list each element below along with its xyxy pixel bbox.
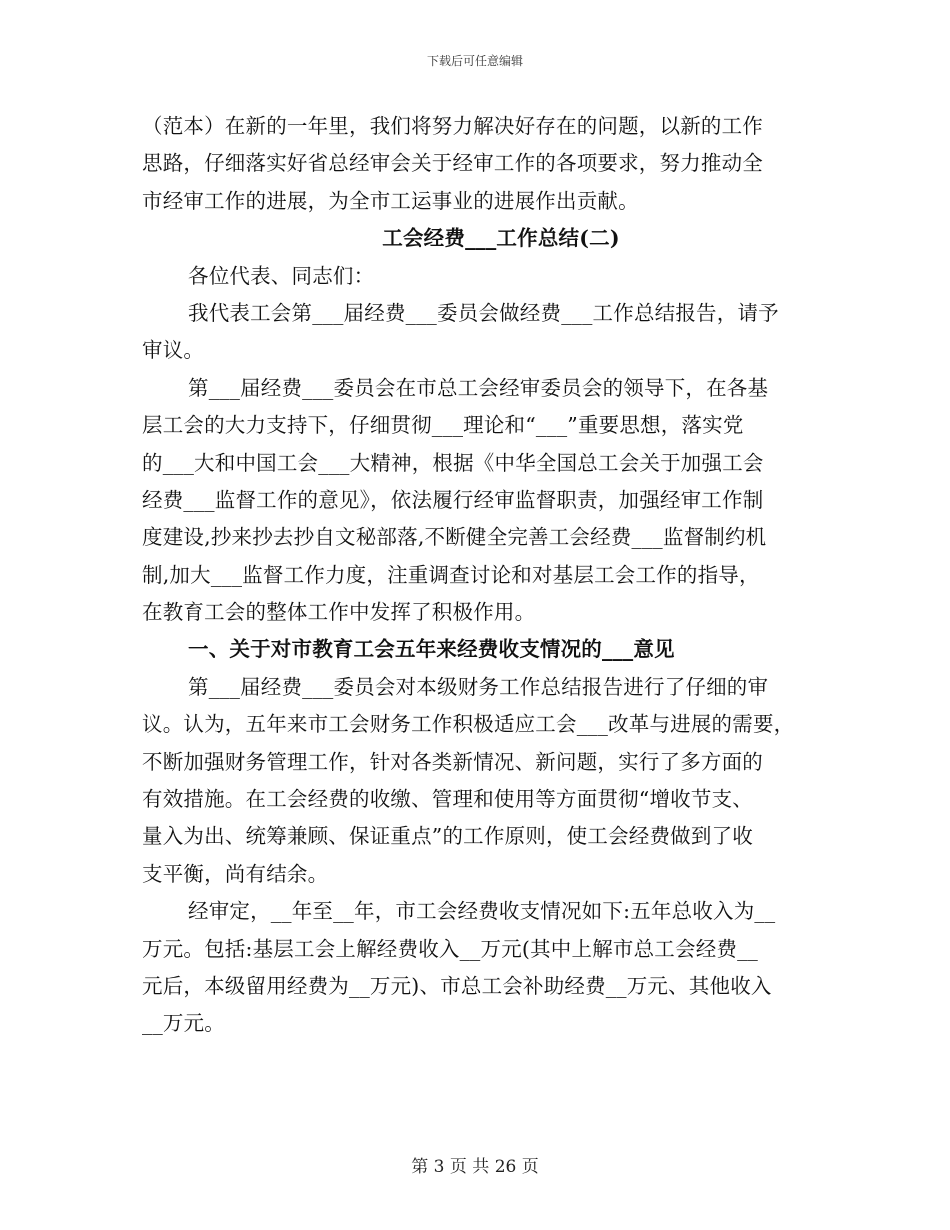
body-line: 度建设,抄来抄去抄自文秘部落,不断健全完善工会经费___监督制约机 — [142, 525, 767, 550]
body-line: （范本）在新的一年里，我们将努力解决好存在的问题，以新的工作 — [142, 114, 763, 138]
body-line: 层工会的大力支持下，仔细贯彻___理论和“___”重要思想，落实党 — [142, 413, 744, 438]
body-line: 第___届经费___委员会在市总工会经审委员会的领导下，在各基 — [188, 375, 769, 400]
body-line: 制,加大___监督工作力度，注重调查讨论和对基层工会工作的指导， — [142, 562, 760, 587]
page-header-note: 下载后可任意编辑 — [426, 54, 523, 68]
body-line: 经审定，__年至__年，市工会经费收支情况如下:五年总收入为__ — [188, 899, 776, 924]
body-line: 审议。 — [142, 338, 205, 363]
section-title: 工会经费___工作总结(二) — [382, 226, 620, 251]
body-line: 支平衡，尚有结余。 — [142, 861, 329, 886]
section-heading: 一、关于对市教育工会五年来经费收支情况的___意见 — [188, 637, 675, 662]
salutation: 各位代表、同志们： — [188, 263, 375, 288]
body-line: 有效措施。在工会经费的收缴、管理和使用等方面贯彻“增收节支、 — [142, 787, 753, 812]
body-line: 经费___监督工作的意见》，依法履行经审监督职责，加强经审工作制 — [142, 487, 764, 512]
body-line: 元后，本级留用经费为__万元)、市总工会补助经费__万元、其他收入 — [142, 973, 772, 998]
body-line: 我代表工会第___届经费___委员会做经费___工作总结报告，请予 — [188, 300, 779, 325]
body-line: __万元。 — [142, 1011, 225, 1036]
document-body — [142, 108, 814, 1043]
body-line: 量入为出、统筹兼顾、保证重点”的工作原则，使工会经费做到了收 — [142, 824, 753, 849]
body-line: 万元。包括:基层工会上解经费收入__万元(其中上解市总工会经费__ — [142, 936, 759, 961]
body-line: 第___届经费___委员会对本级财务工作总结报告进行了仔细的审 — [188, 674, 769, 699]
body-line: 市经审工作的进展，为全市工运事业的进展作出贡献。 — [142, 188, 639, 213]
body-line: 在教育工会的整体工作中发挥了积极作用。 — [142, 600, 536, 625]
body-line: 不断加强财务管理工作，针对各类新情况、新问题，实行了多方面的 — [142, 749, 763, 774]
body-line: 议。认为，五年来市工会财务工作积极适应工会___改革与进展的需要， — [142, 712, 795, 737]
body-line: 思路，仔细落实好省总经审会关于经审工作的各项要求，努力推动全 — [142, 151, 763, 176]
page-number: 第 3 页 共 26 页 — [411, 1157, 539, 1177]
body-line: 的___大和中国工会___大精神，根据《中华全国总工会关于加强工会 — [142, 450, 764, 475]
